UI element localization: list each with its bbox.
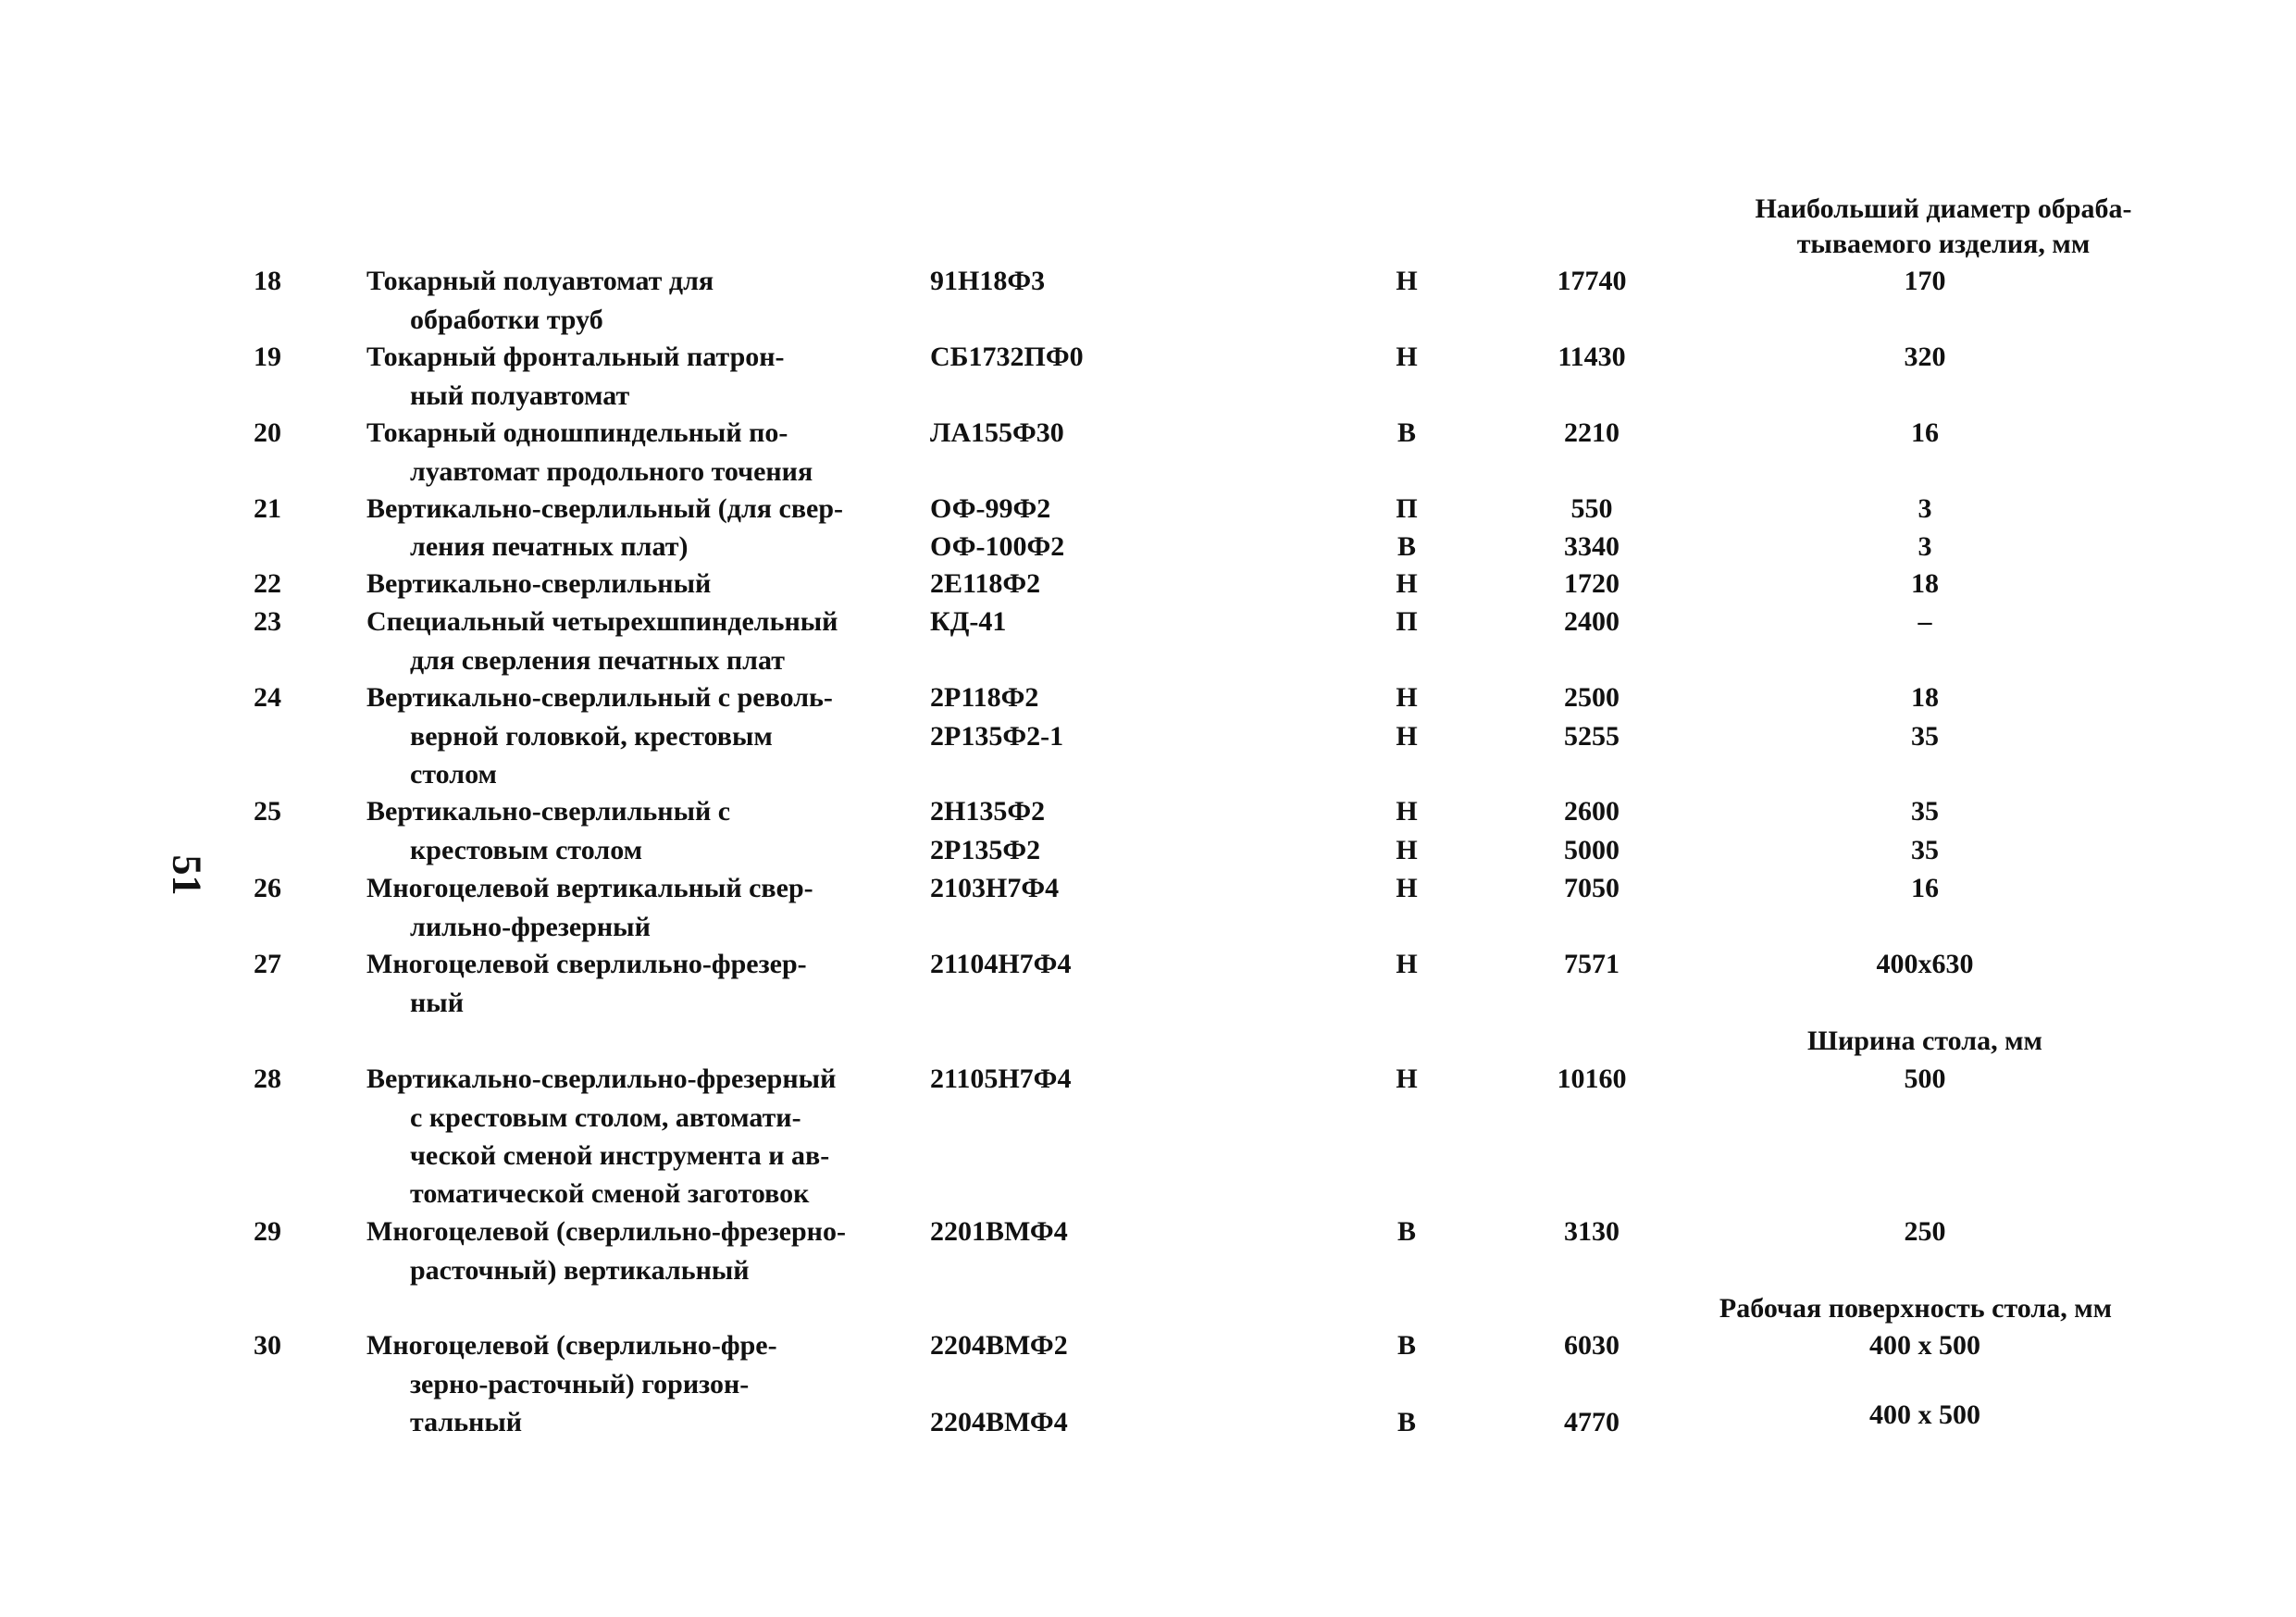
row-price: 6030	[1564, 1330, 1620, 1361]
row-accuracy-class: Н	[1396, 568, 1418, 599]
row-parameter: 18	[1911, 568, 1939, 599]
column-header-line: тываемого изделия, мм	[1796, 229, 2091, 259]
row-description: тальный	[410, 1407, 523, 1437]
row-description: Многоцелевой (сверлильно-фрезерно-	[366, 1216, 846, 1247]
column-header-working-surface: Рабочая поверхность стола, мм	[1719, 1293, 2113, 1324]
row-accuracy-class: П	[1396, 493, 1418, 524]
row-number: 27	[254, 949, 281, 979]
row-accuracy-class: Н	[1396, 1063, 1418, 1094]
row-model: 2Р118Ф2	[930, 682, 1039, 713]
row-description: столом	[410, 759, 497, 790]
row-description: Токарный фронтальный патрон-	[366, 342, 785, 372]
row-parameter: –	[1917, 606, 1932, 637]
row-parameter: 3	[1917, 493, 1932, 524]
row-parameter: 35	[1911, 835, 1939, 865]
row-number: 24	[254, 682, 281, 713]
row-description: верной головкой, крестовым	[410, 721, 773, 752]
row-description: ческой сменой инструмента и ав-	[410, 1140, 830, 1171]
row-parameter: 400 х 500	[1869, 1330, 1980, 1361]
row-parameter: 400 х 500	[1869, 1399, 1980, 1430]
row-accuracy-class: В	[1396, 1216, 1416, 1247]
row-model: 2204ВМФ2	[930, 1330, 1068, 1361]
row-accuracy-class: В	[1396, 1407, 1416, 1437]
row-price: 17740	[1557, 266, 1627, 296]
row-description: Вертикально-сверлильный с револь-	[366, 682, 833, 713]
row-model: ЛА155Ф30	[930, 417, 1064, 448]
row-parameter: 16	[1911, 417, 1939, 448]
row-description: ления печатных плат)	[410, 531, 689, 562]
row-number: 28	[254, 1063, 281, 1094]
row-description: Вертикально-сверлильный с	[366, 796, 731, 827]
row-accuracy-class: Н	[1396, 721, 1418, 752]
row-accuracy-class: Н	[1396, 796, 1418, 827]
row-model: СБ1732ПФ0	[930, 342, 1084, 372]
row-price: 2210	[1564, 417, 1620, 448]
row-parameter: 35	[1911, 796, 1939, 827]
row-description: ный	[410, 988, 464, 1018]
row-price: 10160	[1557, 1063, 1627, 1094]
row-accuracy-class: Н	[1396, 682, 1418, 713]
row-accuracy-class: Н	[1396, 266, 1418, 296]
row-price: 3340	[1564, 531, 1620, 562]
row-number: 25	[254, 796, 281, 827]
row-description: Вертикально-сверлильно-фрезерный	[366, 1063, 837, 1094]
row-price: 1720	[1564, 568, 1620, 599]
row-price: 4770	[1564, 1407, 1620, 1437]
row-accuracy-class: Н	[1396, 342, 1418, 372]
page-number: 51	[164, 854, 210, 896]
row-parameter: 320	[1904, 342, 1946, 372]
row-number: 29	[254, 1216, 281, 1247]
row-number: 20	[254, 417, 281, 448]
row-parameter: 250	[1904, 1216, 1946, 1247]
row-description: зерно-расточный) горизон-	[410, 1369, 750, 1399]
row-accuracy-class: Н	[1396, 873, 1418, 903]
row-description: ный полуавтомат	[410, 380, 630, 411]
row-description: Многоцелевой (сверлильно-фре-	[366, 1330, 777, 1361]
row-model: 2103Н7Ф4	[930, 873, 1060, 903]
row-accuracy-class: В	[1396, 1330, 1416, 1361]
row-price: 7571	[1564, 949, 1620, 979]
row-model: 2201ВМФ4	[930, 1216, 1068, 1247]
row-number: 30	[254, 1330, 281, 1361]
row-parameter: 18	[1911, 682, 1939, 713]
row-price: 2400	[1564, 606, 1620, 637]
column-header-line: Наибольший диаметр обраба-	[1755, 193, 2132, 224]
row-model: КД-41	[930, 606, 1007, 637]
row-price: 3130	[1564, 1216, 1620, 1247]
row-parameter: 16	[1911, 873, 1939, 903]
row-accuracy-class: В	[1396, 531, 1416, 562]
row-model: 2204ВМФ4	[930, 1407, 1068, 1437]
row-description: Многоцелевой вертикальный свер-	[366, 873, 813, 903]
row-description: для сверления печатных плат	[410, 645, 785, 676]
row-description: расточный) вертикальный	[410, 1255, 750, 1286]
row-price: 11430	[1558, 342, 1626, 372]
row-model: ОФ-100Ф2	[930, 531, 1065, 562]
row-parameter: 500	[1904, 1063, 1946, 1094]
row-description: Вертикально-сверлильный	[366, 568, 712, 599]
row-description: луавтомат продольного точения	[410, 456, 813, 487]
row-parameter: 35	[1911, 721, 1939, 752]
row-parameter: 400х630	[1876, 949, 1974, 979]
row-model: 2Н135Ф2	[930, 796, 1046, 827]
row-number: 19	[254, 342, 281, 372]
row-description: томатической сменой заготовок	[410, 1178, 810, 1209]
row-accuracy-class: Н	[1396, 835, 1418, 865]
row-price: 5255	[1564, 721, 1620, 752]
column-header-max-diameter	[1731, 193, 2156, 260]
row-price: 2600	[1564, 796, 1620, 827]
row-description: Токарный полуавтомат для	[366, 266, 714, 296]
row-description: Вертикально-сверлильный (для свер-	[366, 493, 844, 524]
column-header-table-width: Ширина стола, мм	[1807, 1026, 2042, 1056]
row-description: крестовым столом	[410, 835, 643, 865]
row-price: 550	[1570, 493, 1613, 524]
row-number: 26	[254, 873, 281, 903]
row-description: лильно-фрезерный	[410, 912, 651, 942]
row-accuracy-class: П	[1396, 606, 1418, 637]
row-model: ОФ-99Ф2	[930, 493, 1051, 524]
row-model: 2Р135Ф2-1	[930, 721, 1064, 752]
row-description: с крестовым столом, автомати-	[410, 1102, 801, 1133]
row-parameter: 170	[1904, 266, 1946, 296]
row-price: 7050	[1564, 873, 1620, 903]
row-description: обработки труб	[410, 305, 603, 335]
row-description: Токарный одношпиндельный по-	[366, 417, 788, 448]
row-model: 2Е118Ф2	[930, 568, 1041, 599]
row-model: 21105Н7Ф4	[930, 1063, 1072, 1094]
row-model: 91Н18Ф3	[930, 266, 1046, 296]
row-accuracy-class: Н	[1396, 949, 1418, 979]
row-price: 5000	[1564, 835, 1620, 865]
row-description: Многоцелевой сверлильно-фрезер-	[366, 949, 807, 979]
row-description: Специальный четырехшпиндельный	[366, 606, 838, 637]
row-model: 2Р135Ф2	[930, 835, 1041, 865]
row-number: 18	[254, 266, 281, 296]
row-number: 23	[254, 606, 281, 637]
row-price: 2500	[1564, 682, 1620, 713]
row-model: 21104Н7Ф4	[930, 949, 1072, 979]
row-number: 21	[254, 493, 281, 524]
row-number: 22	[254, 568, 281, 599]
row-parameter: 3	[1917, 531, 1932, 562]
row-accuracy-class: В	[1396, 417, 1416, 448]
